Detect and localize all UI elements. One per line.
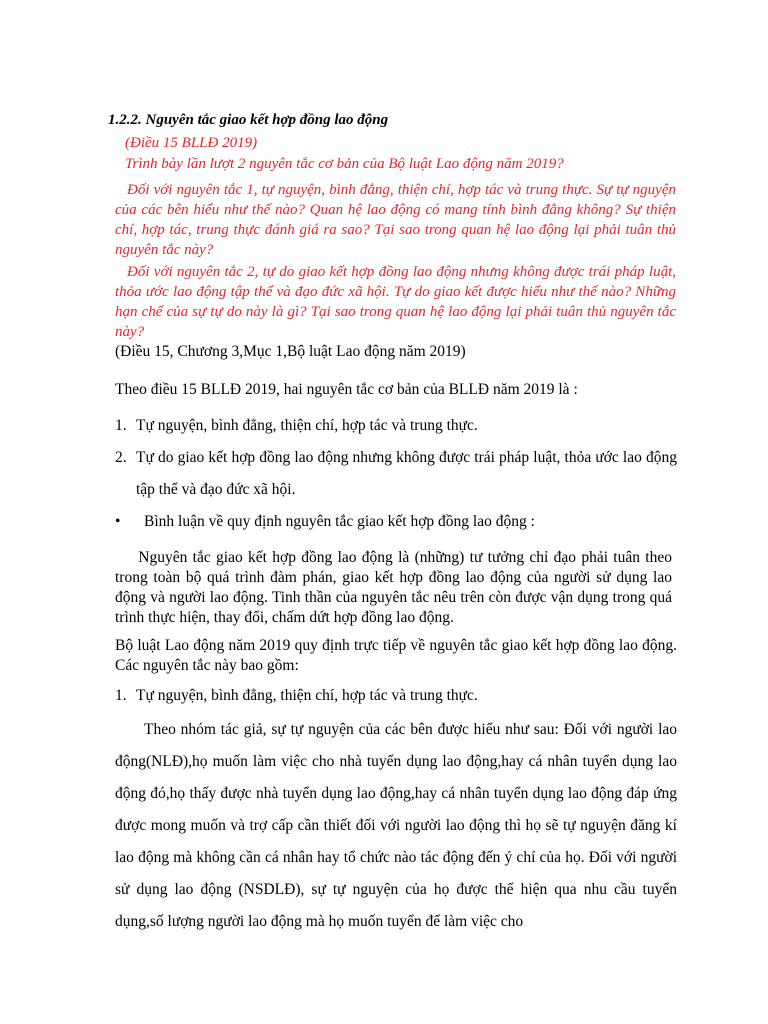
list-item-text: Tự nguyện, bình đẳng, thiện chí, hợp tác và trung thực. [136, 417, 478, 434]
intro-text: Theo điều 15 BLLĐ 2019, hai nguyên tắc cơ bản của BLLĐ năm 2019 là : [115, 381, 578, 398]
source-reference: (Điều 15, Chương 3,Mục 1,Bộ luật Lao động năm 2019) [115, 343, 466, 360]
bullet-symbol: • [115, 513, 121, 530]
list-item [115, 680, 675, 712]
list-number: 1. [115, 687, 127, 704]
principles-list [115, 410, 677, 506]
article-reference: (Điều 15 BLLĐ 2019) [125, 135, 258, 151]
list-number: 2. [115, 449, 127, 466]
list-item-text: Tự nguyện, bình đẳng, thiện chí, hợp tác và trung thực. [136, 687, 478, 704]
section-heading: 1.2.2. Nguyên tắc giao kết hợp đồng lao động [108, 112, 389, 128]
question-principle-1: Đối với nguyên tắc 1, tự nguyện, bình đẳng, thiện chí, hợp tác và trung thực. Sự tự nguyện của các bên hiểu như thế nào? Quan hệ lao động có mang tính bình đẳng không? Sự thiện chí, hợp tác, trung thực đánh giá ra sao? Tại sao trong quan hệ lao động lại phải tuân thủ nguyên tắc này? [115, 182, 676, 258]
list-item [115, 442, 677, 506]
paragraph-principle-definition: Nguyên tắc giao kết hợp đồng lao động là (những) tư tưởng chỉ đạo phải tuân theo trong toàn bộ quá trình đàm phán, giao kết hợp đồng lao động của người sử dụng lao động và người lao động. Tinh thần của nguyên tắc nêu trên còn được vận dụng trong quá trình thực hiện, thay đổi, chấm dứt hợp đồng lao động. [115, 549, 672, 626]
paragraph-law-provision: Bộ luật Lao động năm 2019 quy định trực tiếp về nguyên tắc giao kết hợp đồng lao động. Các nguyên tắc này bao gồm: [115, 637, 677, 674]
list-item-text: Tự do giao kết hợp đồng lao động nhưng không được trái pháp luật, thỏa ước lao động tập thể và đạo đức xã hội. [136, 449, 677, 498]
bullet-text: Bình luận về quy định nguyên tắc giao kết hợp đồng lao động : [144, 513, 535, 530]
list-number: 1. [115, 417, 127, 434]
paragraph-voluntariness: Theo nhóm tác giả, sự tự nguyện của các bên được hiểu như sau: Đối với người lao động(NLĐ),họ muốn làm việc cho nhà tuyển dụng lao động,hay cá nhân tuyển dụng lao động đó,họ thấy được nhà tuyển dụng lao động,hay cá nhân tuyển dụng lao động đáp ứng được mong muốn và trợ cấp cần thiết đối với người lao động thì họ sẽ tự nguyện đăng kí lao động mà không cần cá nhân hay tổ chức nào tác động đến ý chí của họ. Đối với người sử dụng lao động (NSDLĐ), sự tự nguyện của họ được thể hiện qua nhu cầu tuyển dụng,số lượng người lao động mà họ muốn tuyển để làm việc cho [115, 721, 677, 930]
question-principle-2: Đối với nguyên tắc 2, tự do giao kết hợp đồng lao động nhưng không được trái pháp luật, thỏa ước lao động tập thể và đạo đức xã hội. Tự do giao kết được hiểu như thế nào? Những hạn chế của sự tự do này là gì? Tại sao trong quan hệ lao động lại phải tuân thủ nguyên tắc này? [115, 264, 676, 340]
bullet-item [115, 506, 675, 538]
task-question: Trình bày lần lượt 2 nguyên tắc cơ bản của Bộ luật Lao động năm 2019? [125, 156, 564, 172]
list-item [115, 410, 677, 442]
